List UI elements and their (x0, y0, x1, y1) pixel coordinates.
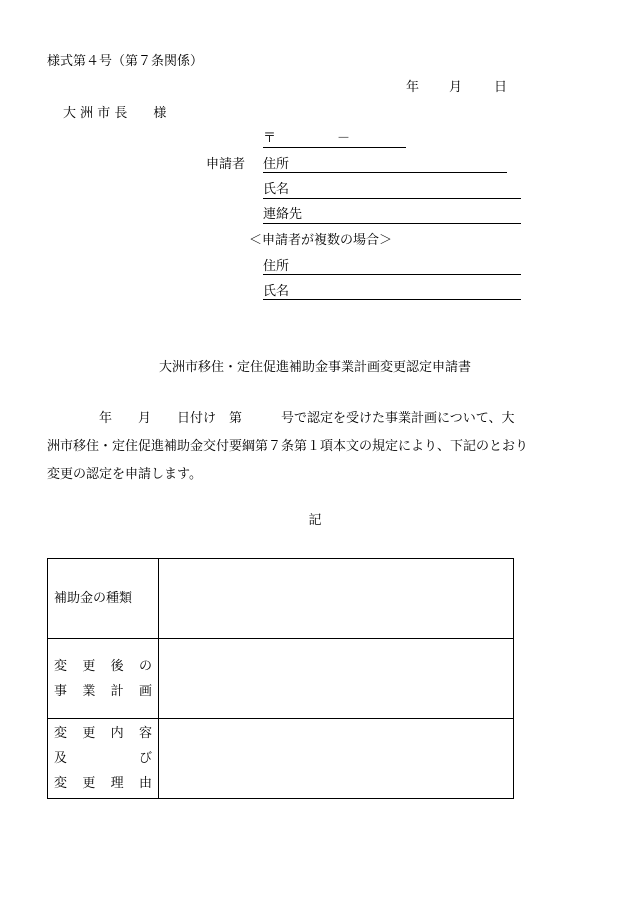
body-line-1: 年 月 日付け 第 号で認定を受けた事業計画について、大 (47, 411, 515, 426)
address2-label: 住所 (263, 259, 290, 274)
body-line-2: 洲市移住・定住促進補助金交付要綱第７条第１項本文の規定により、下記のとおり (47, 439, 529, 454)
address-underline (263, 172, 507, 173)
changed-plan-label-cell (48, 639, 159, 719)
postal-mark: 〒 (263, 131, 277, 146)
name2-underline (263, 299, 521, 300)
subsidy-type-value-cell[interactable] (159, 559, 514, 639)
multiple-applicants-note: ＜申請者が複数の場合＞ (249, 233, 393, 248)
changed-plan-label-line-2: 事 業 計 画 (54, 683, 152, 699)
applicant-label: 申請者 (206, 157, 246, 172)
change-reason-label-line-2: 及 び (54, 751, 152, 766)
table-row (48, 559, 514, 639)
body-paragraph (47, 405, 582, 489)
address2-underline (263, 274, 521, 275)
changed-plan-value-cell[interactable] (159, 639, 514, 719)
addressee: 大 洲 市 長 様 (63, 106, 167, 121)
change-reason-label-line-1: 変 更 内 容 (54, 726, 152, 741)
document-title: 大洲市移住・定住促進補助金事業計画変更認定申請書 (158, 360, 471, 375)
table-row (48, 719, 514, 799)
name-underline (263, 198, 521, 199)
date-month-label: 月 (449, 80, 463, 95)
change-reason-value-cell[interactable] (159, 719, 514, 799)
name-label: 氏名 (263, 182, 290, 197)
ki-label: 記 (308, 513, 322, 528)
table-row (48, 639, 514, 719)
change-reason-label-line-3: 変 更 理 由 (54, 776, 152, 791)
change-reason-label-cell (48, 719, 159, 799)
contact-underline (263, 223, 521, 224)
subsidy-type-label: 補助金の種類 (54, 591, 133, 606)
name2-label: 氏名 (263, 284, 290, 299)
date-year-label: 年 (406, 80, 420, 95)
subsidy-type-label-cell (48, 559, 159, 639)
date-day-label: 日 (494, 80, 508, 95)
address-label: 住所 (263, 157, 290, 172)
contact-label: 連絡先 (263, 207, 303, 222)
postal-dash: － (337, 131, 351, 146)
change-details-table (47, 558, 514, 799)
body-line-3: 変更の認定を申請します。 (47, 467, 202, 482)
form-number: 様式第４号（第７条関係） (47, 54, 204, 69)
postal-underline (263, 147, 406, 148)
changed-plan-label-line-1: 変 更 後 の (54, 658, 152, 674)
